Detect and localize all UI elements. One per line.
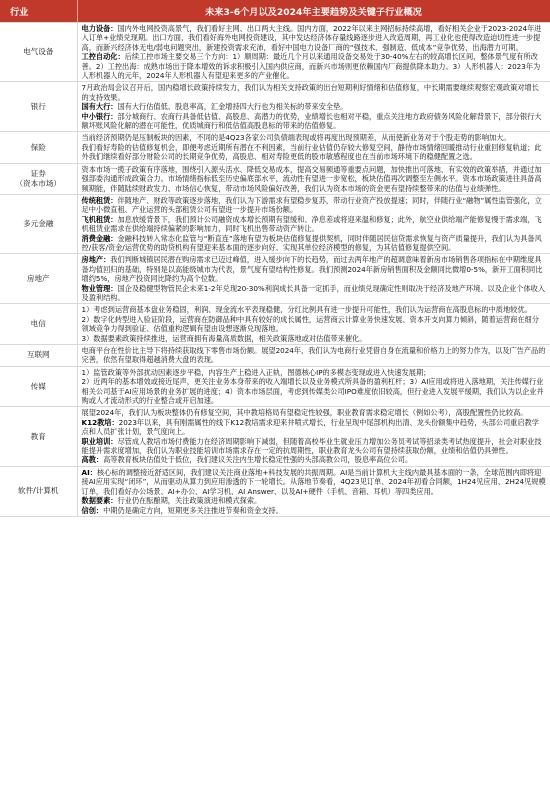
outlook-paragraph: [82, 334, 547, 343]
outlook-paragraph: [82, 408, 547, 417]
outlook-text: 当前经济预期仍是压制板块的因素，不同的是4Q23各家公司负债端表现或将再度出现预期差，从而使新业务对于个股走势的影响加大。: [81, 133, 511, 143]
outlook-paragraph: [82, 468, 547, 496]
outlook-text: 加息放缓背景下，我们预计公司融资成本增长预期有望缓和、净息差或将迎来温和修复；此外，航空业供给端产能修复慢于需求端，飞机租赁业需求在供给端持续偏紧的影响加力，同时飞机出售带动资产转让。: [81, 214, 542, 234]
industry-name: 教育: [30, 431, 46, 441]
outlook-text: 金融科技转入常态化监管与“断直连”落地有望为板块估值修复提供契机，同时伴随居民信贷需求恢复与资产质量提升，我们认为具备风控/获客/资金/运营优势的助贷机构有望迎来基本面的逐步向好、实现其单位经济模型的修复，为其估值修复提供空间。: [81, 233, 542, 252]
outlook-paragraph: [82, 112, 547, 131]
outlook-cell: [77, 163, 550, 194]
industry-name: （资本市场）: [15, 178, 62, 188]
industry-cell: [0, 345, 77, 367]
subsector-label: 职业培训：: [81, 436, 118, 446]
industry-cell: [0, 194, 77, 253]
outlook-paragraph: [82, 437, 547, 456]
outlook-text: 资本市场一揽子政策有序落地，围绕引入源头活水、降低交易成本，提高交易频通等重要点问题，加快推出可落地、有实效的政策举措，并通过加强部委沟通形成政策合力。市场情绪指标低至历史偏底部水平，流动性有望进一步宽松，板块估值再次调整至左侧水平。资本市场政策进往具备高频期能，伴随陆续财政发力、市场信心恢复，带动市场风险偏好改善，我们认为资本市场的资金更有望持续整带来的估值与业绩弹性。: [81, 164, 542, 193]
table-row: [0, 82, 550, 132]
outlook-text: 我们判断城镇居民潜在购房需求已迈过峰值，进入缓步向下的长趋势，而过去两年地产的超调意味着新房市场销售各项指标在中期维度具备均值回归的基础，特别是以高能级城市为代表，景气度有望结构性修复。我们预测2024年新房销售面积及金额同比微增0-5%，新开工面积同比增约5%，房地产投资同比降约为高个位数。: [81, 255, 543, 284]
outlook-paragraph: [82, 234, 547, 253]
outlook-text: 1）监管政策等外部扰动因素逐步平稳，内容生产上稳进入正轨，图德核心IP的多模态变现或进入快速发展期；: [81, 367, 431, 377]
table-body: [0, 23, 550, 517]
subsector-label: 电力设备：: [81, 24, 118, 33]
table-header-row: [0, 0, 550, 23]
outlook-text: 展望2024年，我们认为板块整体仍有修复空间，其中教培格局有望稳定性较强，职业教育需求稳定增长（例如公考），高股配置性仍比较高。: [81, 408, 528, 418]
outlook-text: 后续工控市场主要交易三个方向：1）顺周期：最近几个月以来通用设备交易处于30-40%左右的较高增长区间，整体景气度有所改善。2）工控出海：成熟市场出于降本增效的诉求积极引入国内供应商，而新兴市场则更依赖国内厂商提供降本助力。3）人形机器人：2023年为人形机器人的元年，2024年人形机器人有望迎来更多的产业催化。: [81, 52, 541, 81]
outlook-paragraph: [82, 377, 547, 405]
header-industry: 行业: [0, 0, 77, 23]
outlook-cell: [77, 345, 550, 367]
outlook-paragraph: [82, 143, 547, 162]
table-row: [0, 163, 550, 194]
outlook-paragraph: [82, 196, 547, 215]
outlook-paragraph: [82, 418, 547, 437]
industry-name: 电信: [30, 319, 46, 329]
outlook-paragraph: [82, 165, 547, 193]
industry-cell: [0, 82, 77, 132]
industry-name: 互联网: [26, 350, 50, 360]
table-row: [0, 466, 550, 516]
table-row: [0, 23, 550, 82]
industry-name: 房地产: [26, 273, 50, 283]
industry-cell: [0, 254, 77, 304]
table-row: [0, 345, 550, 367]
subsector-label: 物业管理：: [81, 283, 118, 293]
outlook-cell: [77, 82, 550, 132]
outlook-paragraph: [82, 305, 547, 314]
outlook-text: 我们看好寿险的估值修复机会，即便考虑近期所有潜在不利因素，当前行业估值仍存较大修复空间，静待市场情绪回暖推动行业重回修复轨道；此外我们继续看好部分财险公司的长期竞争优势，高股息、相对寿险更低的股市敏感程度也在当前市场环境下的稳健配置之选。: [81, 142, 542, 162]
outlook-cell: [77, 254, 550, 304]
outlook-text: 国内外电网投资高景气，我们看好主网、出口两大主线。国内方面，2022年以来主网招标持续高增，看好相关企业于2023-2024年进入订单+业绩兑现期。出口方面，我们看好海外电网投资建设，其中发达经济体存量线路逐步进入改造周期，再工业化也使得改造迫切性进一步提高，而新兴经济体无电/弱电问题突出，新建投资需求充沛，看好中国电力设备厂商的“强技术、强制造、低成本”竞争优势，出海潜力可期。: [81, 24, 542, 52]
industry-cell: [0, 23, 77, 82]
outlook-cell: [77, 304, 550, 345]
subsector-label: 房地产：: [81, 255, 111, 265]
subsector-label: 信创：: [81, 505, 104, 515]
table-row: [0, 407, 550, 466]
outlook-cell: [77, 466, 550, 516]
outlook-paragraph: [82, 24, 547, 52]
outlook-paragraph: [82, 284, 547, 303]
industry-cell: [0, 466, 77, 516]
industry-name: 软件/计算机: [17, 486, 59, 496]
outlook-text: 1）考虑到运营商基本盘业务稳固，利润、现金流水平表现稳健，分红比例具有进一步提升可能性，我们认为运营商在高股息标的中质地较优。: [81, 305, 532, 315]
industry-cell: [0, 407, 77, 466]
outlook-paragraph: [82, 83, 547, 102]
subsector-label: 工控自动化：: [81, 52, 125, 62]
outlook-paragraph: [82, 506, 547, 515]
outlook-text: 核心标的调整接近舒适区间，我们建议关注商业落地+科技发展的共振周期。AI是当前计算机大主线内最具基本面的一条，全球范围内即将迎接AI应用实现“闭环”，从而驱动从算力到应用渗透的下一轮增长。从落地节奏看，4Q23见订单、2024年初看合同额，1H24见应用、2H24见规模订单，我们看好办公场景、AI+办公、AI学习机、AI Answer、以及AI+硬件（手机、音箱、耳机）等四类应用。: [81, 467, 546, 496]
industry-cell: [0, 366, 77, 407]
header-outlook: 未来3-6个月以及2024年主要趋势及关键子行业概况: [77, 0, 550, 23]
outlook-cell: [77, 23, 550, 82]
outlook-paragraph: [82, 133, 547, 142]
outlook-cell: [77, 194, 550, 253]
industry-name: 多元金融: [23, 219, 54, 229]
subsector-label: 高教：: [81, 455, 104, 465]
outlook-text: 中期仍是确定方向，短期更多关注推进节奏和资金支持。: [103, 505, 283, 515]
subsector-label: AI：: [81, 467, 97, 477]
table-row: [0, 304, 550, 345]
subsector-label: 传统租赁：: [81, 195, 118, 205]
industry-name: 证券: [30, 168, 46, 178]
outlook-paragraph: [82, 368, 547, 377]
industry-cell: [0, 132, 77, 163]
outlook-text: 7月政治局会议召开后，国内稳增长政策持续发力，我们认为相关支持政策的出台短期利好情绪和估值修复，中长期需要继续观察宏观政策对增长的支持效果。: [81, 83, 539, 102]
outlook-text: 伴随地产、财政等政策逐步落地，我们认为下游需求有望稳步复苏，带动行业资产投放提速；同时，伴随行业“融物”属性监管强化，立足中小微直租、产业运营的头部租赁公司有望进一步提升市场份额。: [81, 195, 542, 215]
table-row: [0, 254, 550, 304]
outlook-text: 部分城商行、农商行具备低估值、高股息、高潜力的优势，业绩增长也相对平稳，重点关注地方政府债务风险化解背景下，部分银行大额坏账风险化解的潜在可能性，优质城商行和低估值高股息标的带来的估值修复。: [81, 111, 542, 131]
outlook-paragraph: [82, 52, 547, 80]
subsector-label: 国有大行：: [81, 102, 118, 112]
outlook-text: 3）数据要素政策持续推进，运营商拥有海量高质数据，相关政策落地或对估值带来催化。: [81, 333, 367, 343]
outlook-cell: [77, 407, 550, 466]
industry-name: 银行: [30, 101, 46, 111]
outlook-cell: [77, 366, 550, 407]
table-row: [0, 132, 550, 163]
outlook-paragraph: [82, 315, 547, 334]
outlook-paragraph: [82, 215, 547, 234]
subsector-label: 中小银行：: [81, 111, 118, 121]
outlook-cell: [77, 132, 550, 163]
outlook-text: 2023年以来，具有刚需属性的线下K12教培需求迎来井喷式增长，行业呈现中尾部机构出清、龙头份额集中趋势，头部公司重启教学点和人员扩张计划，景气度向上。: [81, 417, 539, 437]
outlook-text: 高等教育板块估值处于低位，我们建议关注内生增长稳定性强的头部高教公司，股息率高位公司。: [103, 455, 413, 465]
industry-cell: [0, 163, 77, 194]
outlook-text: 行业仍在酝酿期，关注政策演进和模式探索。: [117, 496, 262, 506]
subsector-label: K12教培：: [81, 417, 119, 427]
subsector-label: 数据要素：: [81, 496, 118, 506]
industry-name: 电气设备: [23, 47, 54, 57]
industry-name: 传媒: [30, 381, 46, 391]
outlook-text: 尽管成人教培市场付费能力在经济周期影响下减弱，但随着高校毕业生就业压力增加公务员考试等招录类考试热度提升，社会对职业技能提升需求度增加，我们认为职业技能培训市场需求存在一定的抗周期性，职业教育龙头公司有望持续获取份额，业绩和估值仍具弹性。: [81, 436, 542, 456]
outlook-text: 2）近两年的基本增效或接近尾声，更关注业务本身带来的收入端增长以及业务模式所具备的盈利杠杆；3）AI应用或将进入落地期，关注传媒行业相关公司基于AI应用场景的业务扩展的进度；4）资本市场层面，考虑到传媒类公司IPO难度依旧较高，但行业进入发展平缓期，我们认为以企业并购或人才流动形式的行业整合或开启加速。: [81, 377, 544, 406]
outlook-text: 国企及稳健型物管民企未来1-2年兑现20-30%利润成长具备一定抓手，而业绩兑现确定性则取决于经济及地产环境、以及企业个体收入及盈利结构。: [81, 283, 546, 302]
table-row: [0, 366, 550, 407]
outlook-text: 2）数字化转型进入验证阶段，运营商在防御品种中具有较好的成长属性，运营商云计算业务快速发展、资本开支向算力倾斜，随着运营商在细分领域竞争力得到验证、估值重构逻辑有望由设想逐渐兑现落地。: [81, 314, 539, 334]
outlook-paragraph: [82, 496, 547, 505]
outlook-paragraph: [82, 346, 547, 365]
outlook-paragraph: [82, 102, 547, 111]
outlook-paragraph: [82, 455, 547, 464]
industry-name: 保险: [30, 142, 46, 152]
outlook-text: 电商平台在性价比主导下将持续获取线下零售市场份额。展望2024年，我们认为电商行业凭借自身在流量和价格力上的努力作为，以及广告产品的完善，依然有望取得超越消费大盘的表现。: [81, 346, 546, 365]
outlook-text: 国有大行估值低、股息率高，汇金增持四大行也为相关标的带来安全垫。: [117, 102, 348, 112]
outlook-paragraph: [82, 255, 547, 283]
industry-cell: [0, 304, 77, 345]
subsector-label: 消费金融：: [81, 233, 118, 243]
subsector-label: 飞机租赁：: [81, 214, 118, 224]
table-row: [0, 194, 550, 253]
